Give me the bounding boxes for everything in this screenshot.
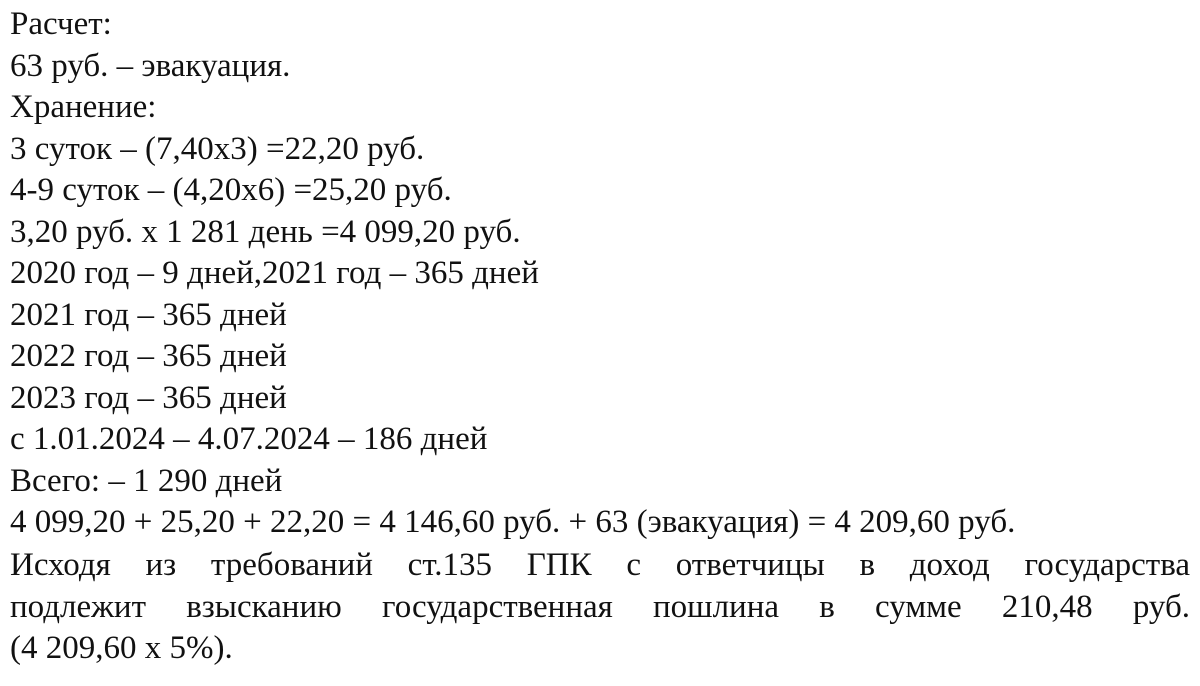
grand-total-line: 4 099,20 + 25,20 + 22,20 = 4 146,60 руб. + 63 (эвакуация) = 4 209,60 руб. bbox=[10, 504, 1016, 540]
total-days-line: Всего: – 1 290 дней bbox=[10, 462, 283, 499]
calculation-lines bbox=[10, 4, 1190, 544]
storage-line-3-days: 3 суток – (7,40х3) =22,20 руб. bbox=[10, 130, 425, 167]
days-line-2021: 2021 год – 365 дней bbox=[10, 296, 287, 333]
storage-heading: Хранение: bbox=[10, 89, 157, 125]
state-duty-paragraph bbox=[10, 545, 1190, 670]
days-line-2020-2021: 2020 год – 9 дней,2021 год – 365 дней bbox=[10, 255, 539, 291]
days-line-2023: 2023 год – 365 дней bbox=[10, 379, 287, 416]
storage-line-daily-total: 3,20 руб. х 1 281 день =4 099,20 руб. bbox=[10, 213, 521, 250]
storage-line-4-9-days: 4-9 суток – (4,20х6) =25,20 руб. bbox=[10, 172, 452, 208]
days-line-2024: с 1.01.2024 – 4.07.2024 – 186 дней bbox=[10, 421, 488, 457]
calculation-heading: Расчет: bbox=[10, 6, 112, 42]
evacuation-cost-line: 63 руб. – эвакуация. bbox=[10, 47, 291, 84]
paragraph-line-2: подлежит взысканию государственная пошлина в сумме 210,48 руб. bbox=[10, 588, 1190, 625]
paragraph-line-3: (4 209,60 х 5%). bbox=[10, 630, 233, 666]
days-line-2022: 2022 год – 365 дней bbox=[10, 338, 287, 374]
paragraph-line-1: Исходя из требований ст.135 ГПК с ответчицы в доход государства bbox=[10, 547, 1190, 583]
